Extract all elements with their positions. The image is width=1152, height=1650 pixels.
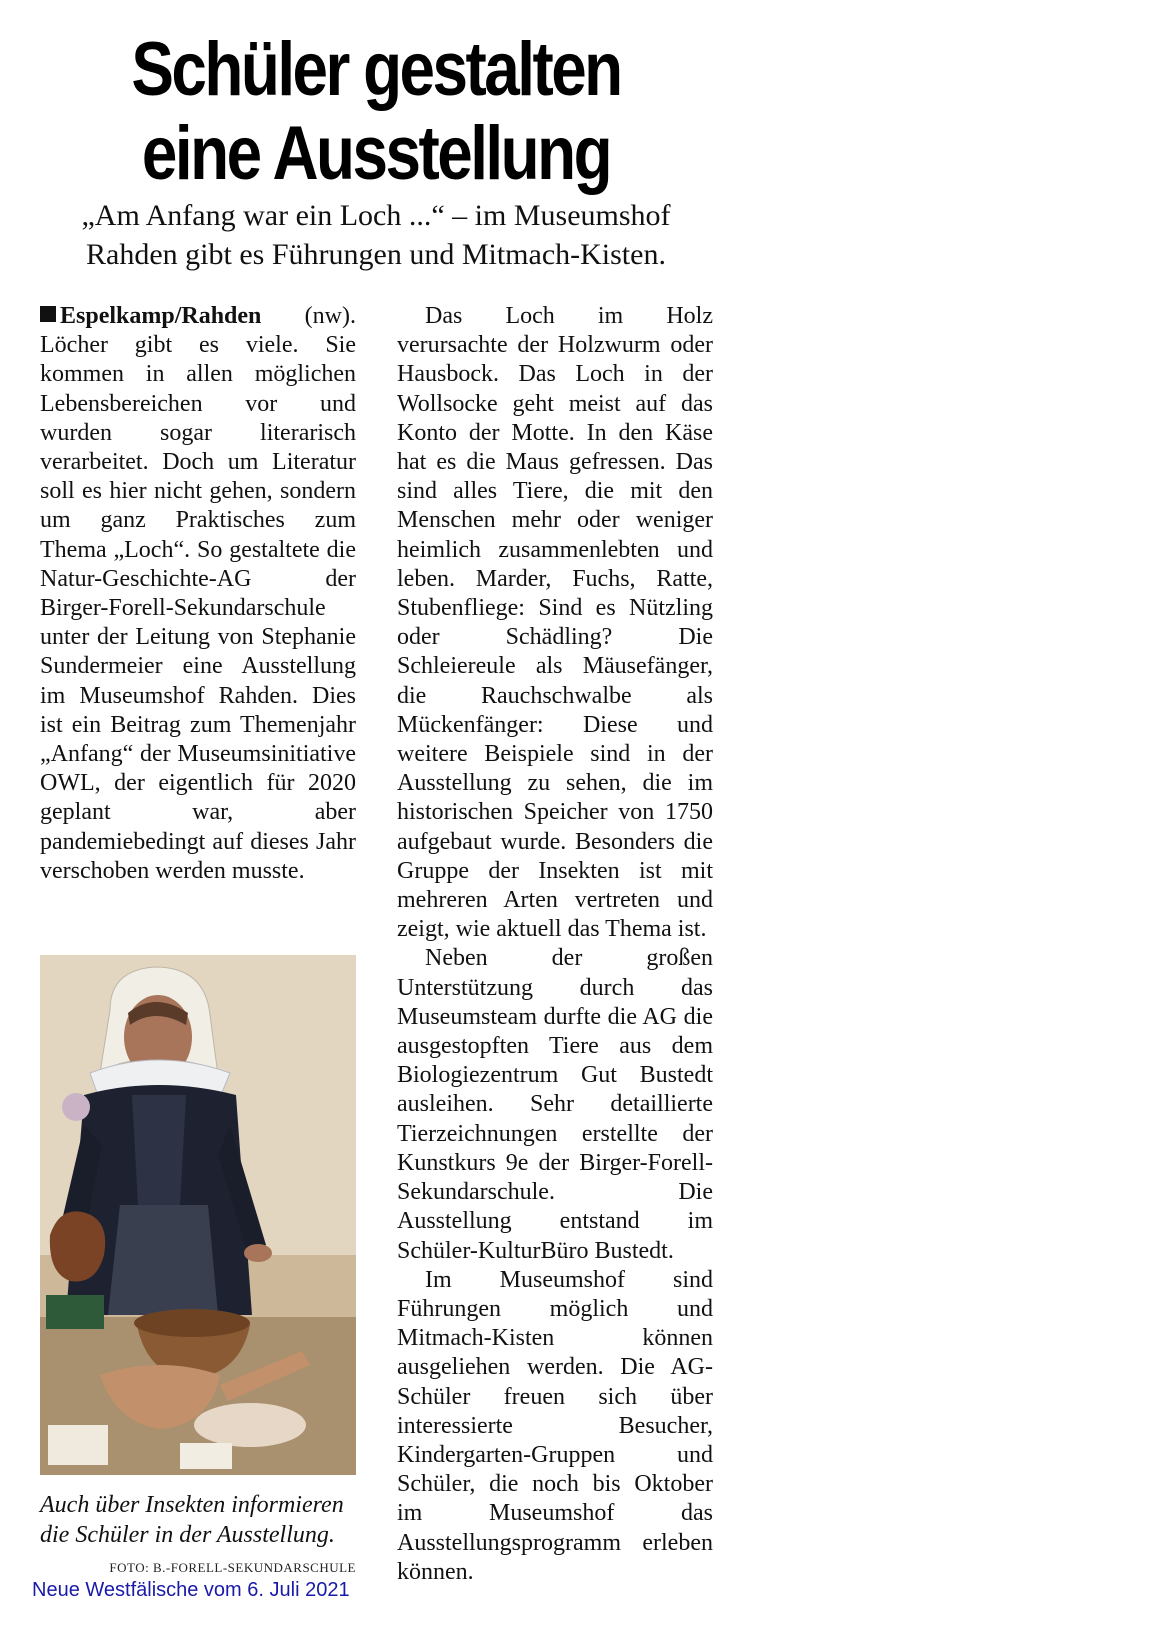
agency: (nw).: [304, 303, 356, 329]
body-paragraph: Im Museumshof sind Führungen möglich und Mitmach-Kisten können ausgeliehen werden. Die AG-Schüler freuen sich über interessierte Besucher, Kindergarten-Gruppen und Schüler, die noch bis Oktober im Museumshof das Ausstellungsprogramm erleben können.: [397, 1266, 713, 1585]
article-column-left: [40, 302, 356, 886]
body-paragraph: Das Loch im Holz verursachte der Holzwurm oder Hausbock. Das Loch in der Wollsocke geht meist auf das Konto der Motte. In den Käse hat es die Maus gefressen. Das sind alles Tiere, die mit den Menschen mehr oder weniger heimlich zusammenlebten und leben. Marder, Fuchs, Ratte, Stubenfliege: Sind es Nützling oder Schädling? Die Schleiereule als Mäusefänger, die Rauchschwalbe als Mückenfänger: Diese und weitere Beispiele sind in der Ausstellung zu sehen, die im historischen Speicher von 1750 aufgebaut wurde. Besonders die Gruppe der Insekten ist mit mehreren Arten vertreten und zeigt, wie aktuell das Thema ist.: [397, 303, 713, 943]
photo-credit: FOTO: B.-FORELL-SEKUNDARSCHULE: [109, 1560, 356, 1575]
lead-text: Löcher gibt es viele. Sie kommen in allen möglichen Lebensbereichen vor und wurden sogar literarisch verarbeitet. Doch um Literatur soll es hier nicht gehen, sondern um ganz Praktisches zum Thema „Loch“. So gestaltete die Natur-Geschichte-AG der Birger-Forell-Sekundarschule unter der Leitung von Stephanie Sundermeier eine Ausstellung im Museumshof Rahden. Dies ist ein Beitrag zum Themenjahr „Anfang“ der Museumsinitiative OWL, der eigentlich für 2020 geplant war, aber pandemiebedingt auf dieses Jahr verschoben werden musste.: [40, 332, 356, 884]
lead-paragraph: [40, 302, 356, 886]
headline: Schüler gestalten eine Ausstellung: [131, 27, 621, 196]
dateline: Espelkamp/Rahden: [60, 303, 262, 329]
photo-caption: Auch über Insekten informieren die Schüler in der Ausstellung.: [40, 1492, 344, 1548]
bullet-square-icon: [40, 306, 56, 322]
subheadline: „Am Anfang war ein Loch ...“ – im Museumshof Rahden gibt es Führungen und Mitmach-Kisten.: [81, 199, 671, 271]
source-line: Neue Westfälische vom 6. Juli 2021: [32, 1579, 350, 1601]
body-paragraph: Neben der großen Unterstützung durch das Museumsteam durfte die AG die ausgestopften Tiere aus dem Biologiezentrum Gut Bustedt ausleihen. Sehr detaillierte Tierzeichnungen erstellte der Kunstkurs 9e der Birger-Forell-Sekundarschule. Die Ausstellung entstand im Schüler-KulturBüro Bustedt.: [397, 945, 713, 1264]
exhibition-photo: [40, 955, 356, 1475]
article-column-right: [397, 302, 713, 1587]
